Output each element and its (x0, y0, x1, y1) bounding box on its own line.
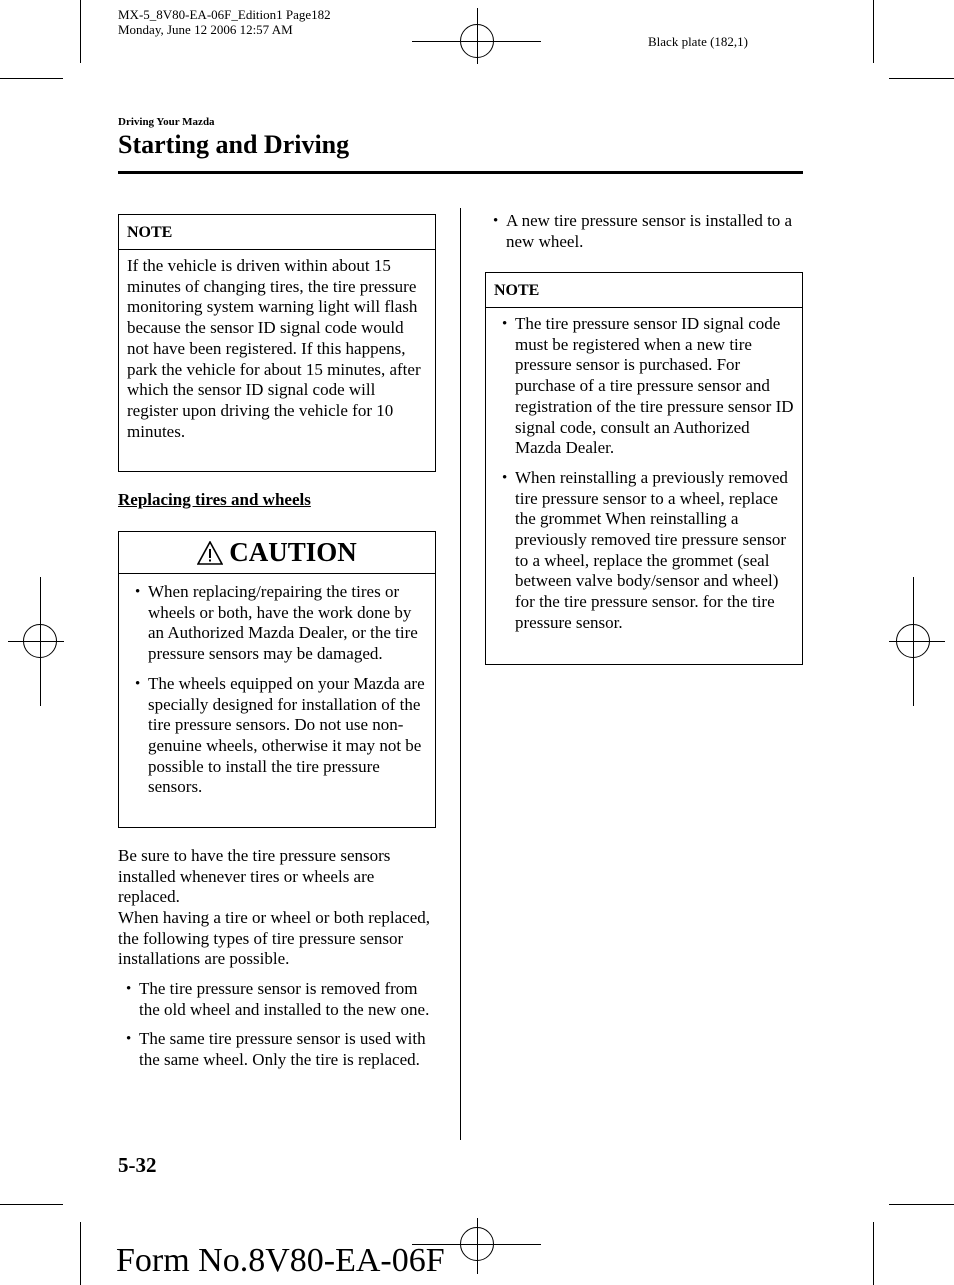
page-number: 5-32 (118, 1153, 157, 1177)
note-list (486, 308, 802, 634)
title-rule (118, 171, 803, 174)
caution-box (118, 531, 436, 828)
installation-list-continued (485, 211, 803, 261)
section-label: Driving Your Mazda (118, 116, 215, 128)
plate-label: Black plate (182,1) (648, 34, 748, 49)
body-paragraph-2: When having a tire or wheel or both replaced, the following types of tire pressure sensor installations are possible. (118, 908, 431, 969)
list-item: • When replacing/repairing the tires or wheels or both, have the work done by an Authorized Mazda Dealer, or the tire pressure sensors may be damaged. (127, 582, 427, 665)
warning-triangle-icon (197, 541, 223, 565)
print-meta-line1: MX-5_8V80-EA-06F_Edition1 Page182 (118, 7, 331, 22)
page-title: Starting and Driving (118, 130, 350, 159)
note-heading: NOTE (119, 215, 435, 250)
print-meta (118, 7, 331, 37)
list-item: • The same tire pressure sensor is used with the same wheel. Only the tire is replaced. (118, 1029, 436, 1070)
list-item: • The tire pressure sensor ID signal code must be registered when a new tire pressure sensor is purchased. For purchase of a tire pressure sensor and registration of the tire pressure sensor ID signal code, consult an Authorized Mazda Dealer. (494, 314, 796, 459)
crop-line (873, 1222, 874, 1285)
list-item: • A new tire pressure sensor is installed to a new wheel. (485, 211, 803, 252)
installation-list (118, 979, 436, 1080)
print-meta-line2: Monday, June 12 2006 12:57 AM (118, 22, 293, 37)
registration-target-icon (460, 24, 494, 58)
registration-target-icon (460, 1227, 494, 1261)
subheading-replacing-tires: Replacing tires and wheels (118, 490, 311, 509)
note-box-2 (485, 272, 803, 665)
list-item: • The tire pressure sensor is removed from the old wheel and installed to the new one. (118, 979, 436, 1020)
column-divider (460, 208, 461, 1140)
crop-line (873, 0, 874, 63)
note-text: If the vehicle is driven within about 15 minutes of changing tires, the tire pressure monitoring system warning light will flash because the sensor ID signal code would not have been registered. If this happens, park the vehicle for about 15 minutes, after which the sensor ID signal code will register upon driving the vehicle for 10 minutes. (127, 256, 421, 441)
registration-target-icon (23, 624, 57, 658)
list-item: • When reinstalling a previously removed tire pressure sensor to a wheel, replace the grommet When reinstalling a previously removed tire pressure sensor to a wheel, replace the grommet (seal between valve body/sensor and wheel) for the tire pressure sensor. for the tire pressure sensor. (494, 468, 796, 634)
form-number: Form No.8V80-EA-06F (116, 1242, 445, 1279)
body-paragraph-1: Be sure to have the tire pressure sensors installed whenever tires or wheels are replaced. (118, 846, 391, 907)
crop-line (80, 1222, 81, 1285)
crop-line (0, 1204, 63, 1205)
crop-line (889, 1204, 954, 1205)
caution-list (119, 574, 435, 798)
registration-target-icon (896, 624, 930, 658)
caution-heading: CAUTION (229, 537, 357, 567)
note-box (118, 214, 436, 472)
list-item: • The wheels equipped on your Mazda are specially designed for installation of the tire pressure sensors. Do not use non-genuine wheels, otherwise it may not be possible to install the tire pressure sensors. (127, 674, 427, 798)
crop-line (80, 0, 81, 63)
note-heading: NOTE (486, 273, 802, 308)
crop-line (0, 78, 63, 79)
caution-header (119, 532, 435, 574)
crop-line (889, 78, 954, 79)
